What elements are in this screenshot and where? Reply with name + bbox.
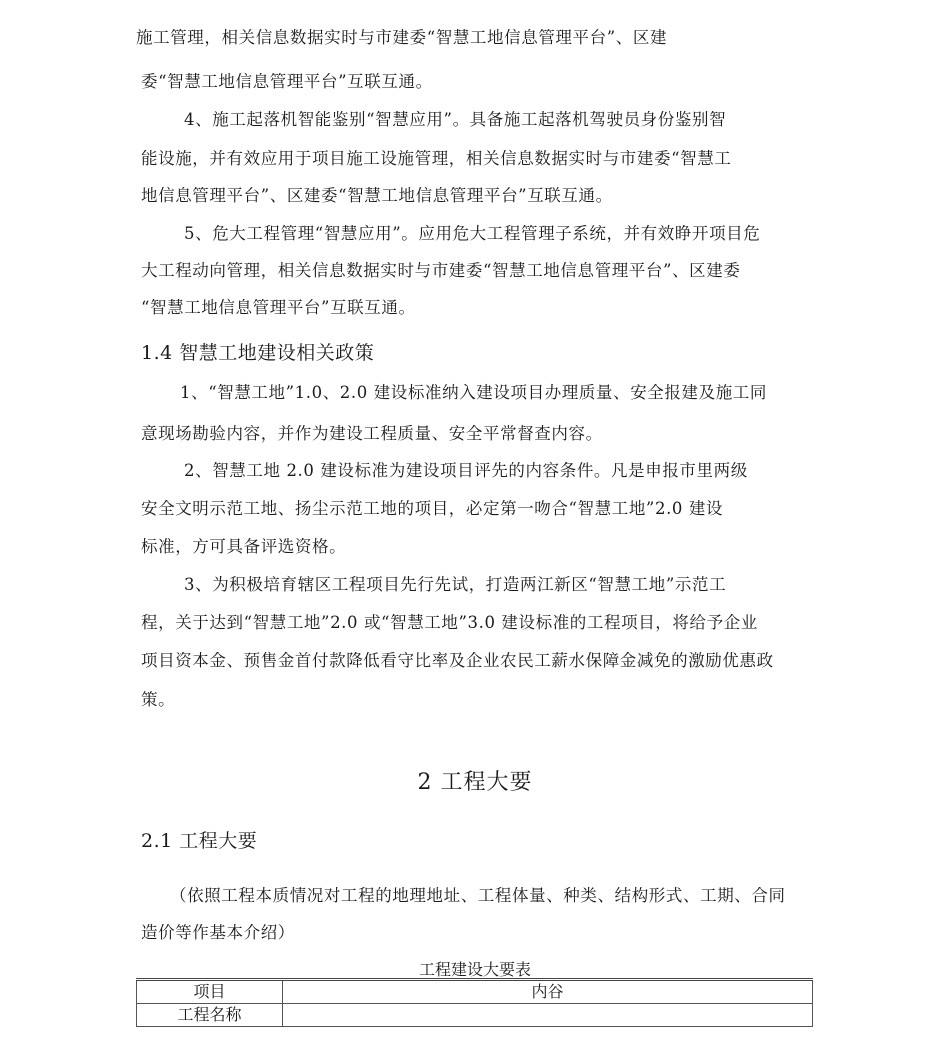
chapter-title: 2 工程大要: [417, 770, 533, 795]
paragraph-line: 安全文明示范工地、扬尘示范工地的项目，必定第一吻合“智慧工地”2.0 建设: [141, 499, 724, 518]
paragraph-line: 标准，方可具备评选资格。: [141, 537, 347, 556]
paragraph-line: 3、为积极培育辖区工程项目先行先试，打造两江新区“智慧工地”示范工: [184, 575, 727, 594]
paragraph-line: “智慧工地信息管理平台”互联互通。: [141, 298, 416, 317]
paragraph-line: 能设施，并有效应用于项目施工设施管理，相关信息数据实时与市建委“智慧工: [141, 149, 732, 168]
table-caption: 工程建设大要表: [418, 960, 531, 979]
paragraph-line: 项目资本金、预售金首付款降低看守比率及企业农民工薪水保障金减免的激励优惠政: [141, 651, 774, 670]
project-summary-table: [136, 978, 813, 1027]
paragraph-line: 2、智慧工地 2.0 建设标准为建设项目评先的内容条件。凡是申报市里两级: [184, 461, 748, 480]
section-heading: 2.1 工程大要: [141, 830, 258, 852]
paragraph-line: 意现场勘验内容，并作为建设工程质量、安全平常督查内容。: [141, 424, 603, 443]
paragraph-line: 程，关于达到“智慧工地”2.0 或“智慧工地”3.0 建设标准的工程项目，将给予企业: [141, 613, 758, 632]
paragraph-line: 施工管理，相关信息数据实时与市建委“智慧工地信息管理平台”、区建: [136, 28, 668, 47]
table-header-row: [137, 980, 813, 1004]
paragraph-line: （依照工程本质情况对工程的地理地址、工程体量、种类、结构形式、工期、合同: [170, 886, 786, 905]
table-cell-label: 工程名称: [137, 1004, 283, 1027]
column-header-content: 内谷: [283, 980, 813, 1004]
paragraph-line: 委“智慧工地信息管理平台”互联互通。: [141, 72, 433, 91]
paragraph-line: 1、“智慧工地”1.0、2.0 建设标准纳入建设项目办理质量、安全报建及施工同: [180, 383, 767, 402]
section-heading: 1.4 智慧工地建设相关政策: [141, 342, 375, 364]
paragraph-line: 策。: [141, 690, 176, 709]
column-header-item: 项目: [137, 980, 283, 1004]
table-row: [137, 1004, 813, 1027]
paragraph-line: 地信息管理平台”、区建委“智慧工地信息管理平台”互联互通。: [141, 186, 613, 205]
paragraph-line: 造价等作基本介绍）: [141, 923, 295, 942]
paragraph-line: 5、危大工程管理“智慧应用”。应用危大工程管理子系统，并有效睁开项目危: [184, 224, 761, 243]
paragraph-line: 大工程动向管理，相关信息数据实时与市建委“智慧工地信息管理平台”、区建委: [141, 261, 741, 280]
table-cell-value: [283, 1004, 813, 1027]
paragraph-line: 4、施工起落机智能鉴别“智慧应用”。具备施工起落机驾驶员身份鉴别智: [184, 110, 727, 129]
